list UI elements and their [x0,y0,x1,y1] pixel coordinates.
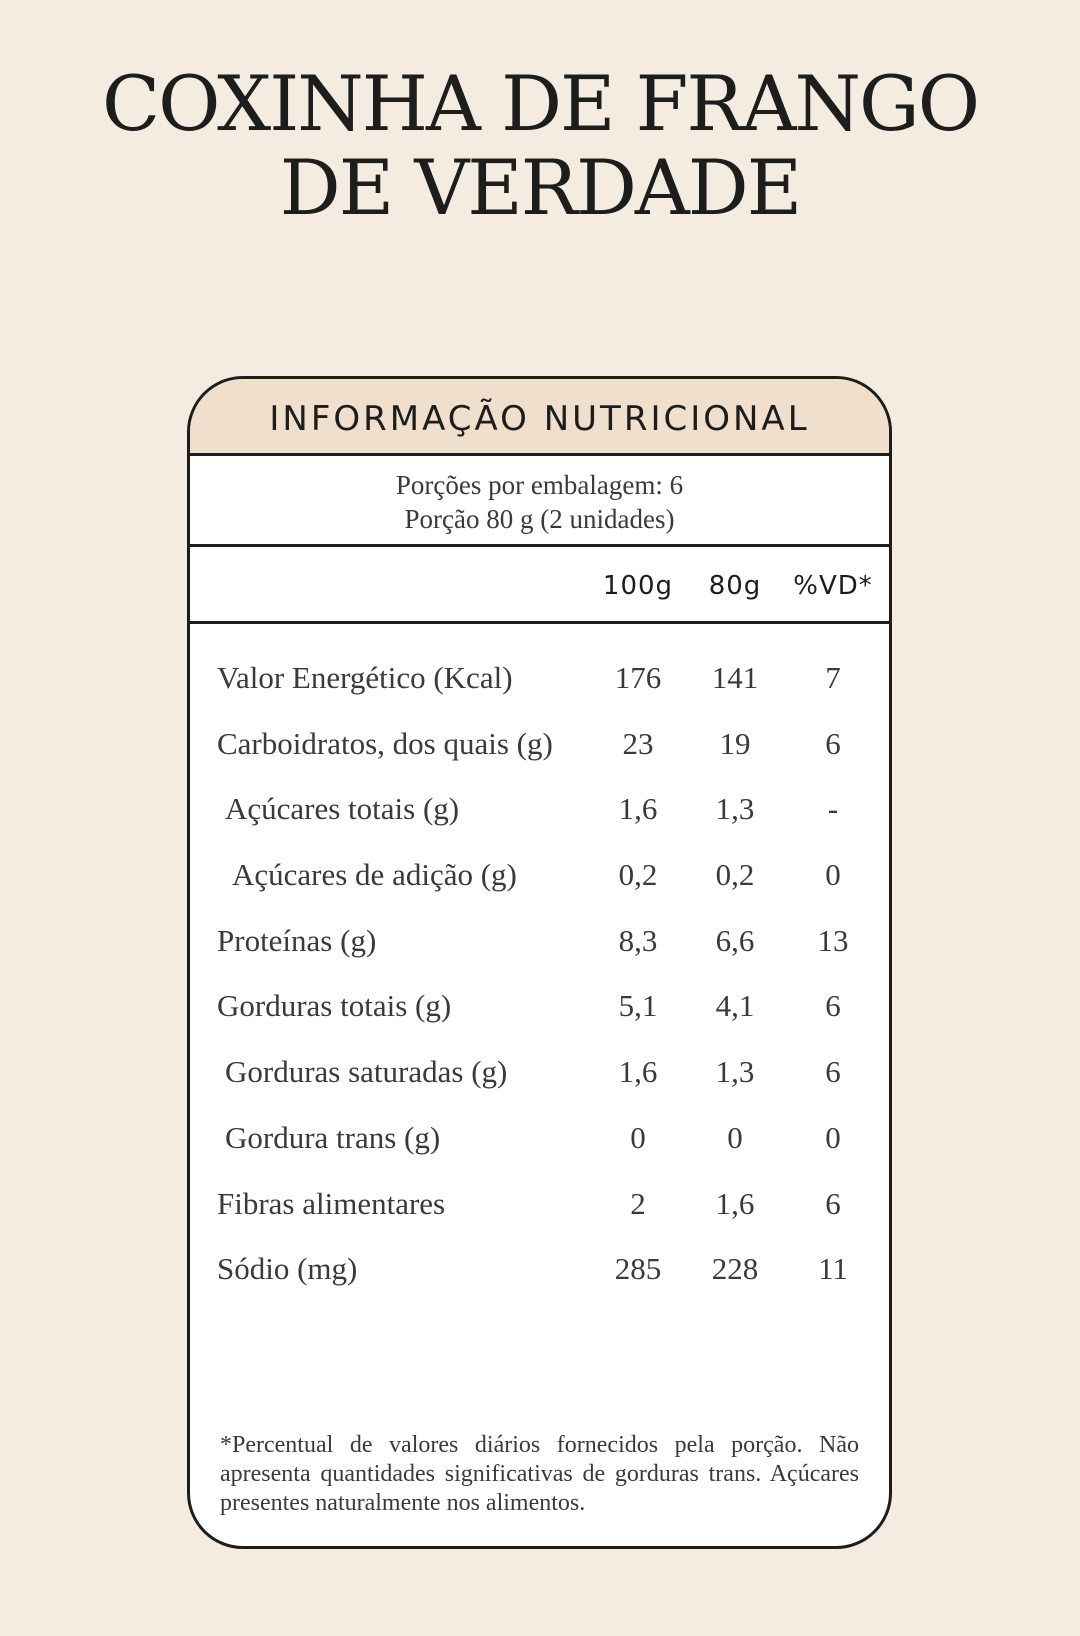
value-vd: 6 [825,725,841,761]
nutrient-label: Valor Energético (Kcal) [217,660,513,695]
value-80g: 0,2 [715,857,755,893]
value-80g: 141 [711,660,759,695]
nutrient-row-trans-fat [190,1106,889,1172]
value-vd: 6 [825,1054,841,1090]
nutrient-row-dietary-fiber [190,1172,889,1238]
value-100g: 285 [614,1251,662,1287]
nutrient-label: Açúcares de adição (g) [232,857,517,893]
column-header-vd: %VD* [793,571,873,601]
value-100g: 0 [630,1119,646,1155]
column-header-80g: 80g [708,571,762,601]
serving-size: Porção 80 g (2 unidades) [404,504,675,534]
nutrient-label: Gordura trans (g) [225,1119,441,1155]
nutrient-row-added-sugars [190,843,889,909]
product-title [0,59,1080,232]
value-80g: 228 [711,1251,759,1287]
nutrient-row-total-fat [190,974,889,1040]
nutrient-label: Gorduras saturadas (g) [225,1054,508,1090]
value-vd: - [827,791,839,827]
value-80g: 4,1 [715,988,755,1024]
value-100g: 2 [630,1185,646,1221]
column-header-100g: 100g [602,571,674,601]
value-100g: 5,1 [618,988,658,1024]
value-vd: 13 [817,922,849,958]
value-100g: 176 [614,660,662,695]
value-80g: 1,6 [715,1185,755,1221]
value-vd: 7 [825,660,841,695]
nutrition-header: INFORMAÇÃO NUTRICIONAL [190,379,889,456]
value-80g: 1,3 [715,791,755,827]
footnote: *Percentual de valores diários fornecidos pela porção. Não apresenta quantidades significativas de gorduras trans. Açúcares presentes naturalmente nos alimentos. [220,1432,859,1516]
value-100g: 1,6 [618,1054,658,1090]
product-title-line-2: DE VERDADE [279,143,801,232]
value-80g: 6,6 [715,922,755,958]
value-80g: 1,3 [715,1054,755,1090]
column-headers [190,547,889,624]
nutrient-rows [190,624,889,1303]
nutrition-facts-panel [187,376,892,1549]
nutrient-row-proteins [190,909,889,975]
nutrient-row-energy [190,646,889,712]
serving-info [190,456,889,547]
nutrient-row-sodium [190,1237,889,1303]
servings-per-package: Porções por embalagem: 6 [395,470,684,500]
nutrient-label: Proteínas (g) [217,922,377,958]
value-vd: 0 [825,857,841,893]
product-title-line-1: COXINHA DE FRANGO [102,59,978,148]
nutrient-row-saturated-fat [190,1040,889,1106]
value-vd: 6 [825,1185,841,1221]
nutrient-label: Gorduras totais (g) [217,988,452,1024]
value-100g: 1,6 [618,791,658,827]
nutrient-label: Carboidratos, dos quais (g) [217,725,553,761]
nutrient-label: Sódio (mg) [217,1251,358,1287]
value-100g: 23 [622,725,654,761]
value-vd: 6 [825,988,841,1024]
nutrient-label: Açúcares totais (g) [225,791,460,827]
value-vd: 0 [825,1119,841,1155]
nutrient-label: Fibras alimentares [217,1185,446,1221]
value-100g: 8,3 [618,922,658,958]
nutrient-row-carbohydrates [190,712,889,778]
value-80g: 19 [719,725,751,761]
value-80g: 0 [727,1119,743,1155]
value-vd: 11 [818,1251,848,1287]
value-100g: 0,2 [618,857,658,893]
nutrient-row-total-sugars [190,777,889,843]
